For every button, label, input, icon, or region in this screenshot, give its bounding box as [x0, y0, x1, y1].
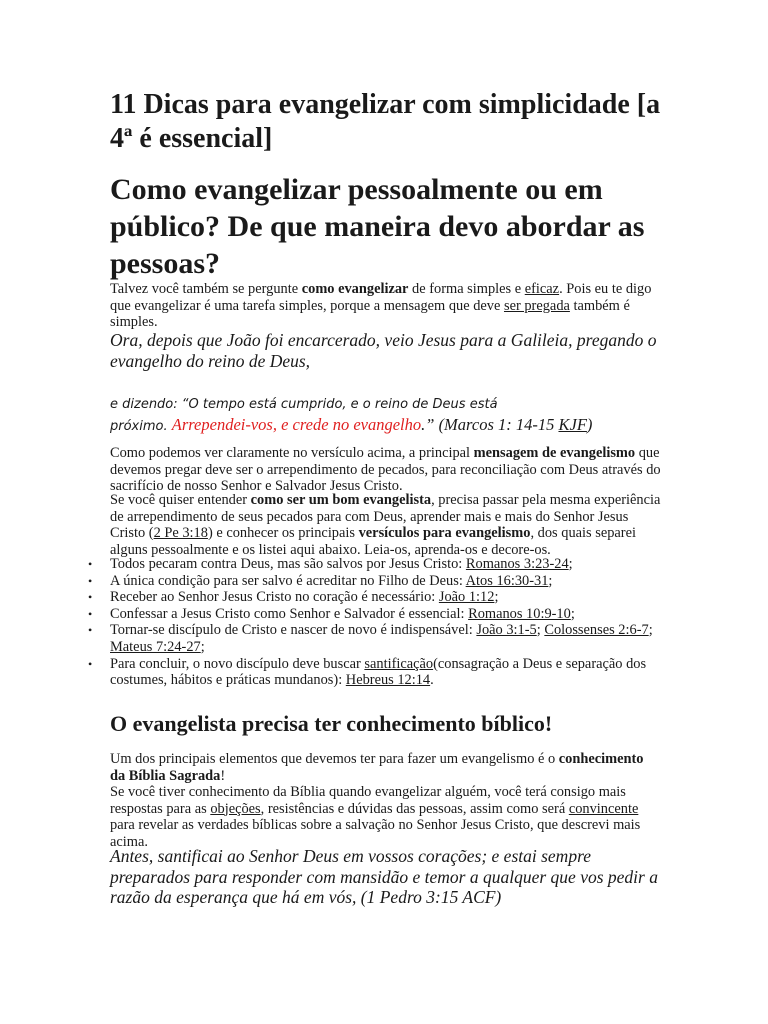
list-item-punct: ;	[200, 638, 205, 655]
objecoes-link[interactable]: objeções	[210, 800, 261, 817]
paragraph-5	[110, 784, 662, 850]
intro-underline: ser pregada	[503, 297, 570, 314]
para-text: , precisa passar pela mesma experiência de arrependimento de seus pecados para com Deus, aprender mais e mais do Senhor Jesus Cristo (	[110, 492, 661, 542]
paragraph-4	[110, 751, 662, 784]
bullet-icon: •	[88, 590, 93, 605]
para-text: , dos quais separei alguns pessoalmente e os listei aqui abaixo. Leia-os, aprenda-os e decore-os.	[110, 525, 636, 558]
para-bold: conhecimento da Bíblia Sagrada	[110, 751, 644, 784]
bullet-icon: •	[88, 557, 93, 571]
quote-block-2	[110, 394, 662, 437]
para-text: !	[220, 767, 226, 784]
verse-link[interactable]: João 1:12	[438, 589, 495, 606]
para-text: que devemos pregar deve ser o arrependimento de pecados, para reconciliação com Deus através do sacrifício de nosso Senhor e Salvador Jesus Cristo.	[110, 445, 661, 495]
list-item-punct: ;	[570, 605, 575, 622]
quote-reference: .” (Marcos 1: 14-15	[421, 415, 559, 434]
intro-text: Talvez você também se pergunte	[110, 281, 302, 297]
intro-underline: eficaz	[524, 281, 560, 297]
intro-text: . Pois eu te digo que evangelizar é uma tarefa simples, porque a mensagem que deve	[110, 281, 652, 314]
para-text: Um dos principais elementos que devemos ter para fazer um evangelismo é o	[110, 751, 559, 767]
paragraph-3	[110, 492, 662, 558]
bullet-icon: •	[88, 656, 93, 671]
list-item-punct: ;	[568, 556, 573, 572]
bullet-icon: •	[88, 573, 93, 588]
list-item-text: A única condição para ser salvo é acreditar no Filho de Deus:	[110, 572, 466, 589]
quote-red-text: Arrependei-vos, e crede no evangelho	[171, 415, 422, 434]
verse-link[interactable]: Hebreus 12:14	[345, 672, 431, 689]
section-heading: O evangelista precisa ter conhecimento bíblico!	[110, 711, 553, 736]
quote-line: próximo.	[110, 419, 172, 434]
list-item-punct: ;	[536, 622, 545, 639]
list-item-punct: .	[430, 672, 434, 689]
intro-bold: como evangelizar	[301, 281, 409, 297]
verse-link[interactable]: Romanos 10:9-10	[468, 605, 571, 622]
para-text: para revelar as verdades bíblicas sobre a salvação no Senhor Jesus Cristo, que descrevi mais acima.	[110, 817, 641, 850]
quote-block-3: Antes, santificai ao Senhor Deus em vossos corações; e estai sempre preparados para responder com mansidão e temor a qualquer que vos pedir a razão da esperança que há em vós, (1 Pedro 3:15 ACF)	[110, 846, 658, 907]
list-item-text: Tornar-se discípulo de Cristo e nascer de novo é indispensável:	[110, 622, 477, 639]
list-item	[88, 556, 662, 573]
bullet-icon: •	[88, 606, 93, 621]
para-text: Como podemos ver claramente no versículo acima, a principal	[110, 445, 474, 461]
quote-reference: )	[586, 415, 593, 434]
para-text: ) e conhecer os principais	[207, 525, 359, 542]
para-text: Se você quiser entender	[110, 492, 251, 508]
intro-text: também é simples.	[110, 297, 630, 331]
para-bold: mensagem de evangelismo	[473, 445, 636, 461]
santificacao-link[interactable]: santificação	[364, 655, 434, 672]
list-item	[88, 622, 662, 655]
verse-link[interactable]: Colossenses 2:6-7	[544, 622, 649, 639]
list-item-text: Para concluir, o novo discípulo deve buscar	[110, 655, 365, 672]
list-item-punct: ;	[548, 572, 553, 589]
quote-block-1: Ora, depois que João foi encarcerado, veio Jesus para a Galileia, pregando o evangelho do reino de Deus,	[110, 330, 657, 371]
para-text: , resistências e dúvidas das pessoas, assim como será	[260, 800, 569, 817]
para-bold: como ser um bom evangelista	[250, 492, 432, 508]
verse-link[interactable]: Mateus 7:24-27	[110, 638, 201, 655]
verse-link[interactable]: João 3:1-5	[476, 622, 537, 639]
para-text: Se você tiver conhecimento da Bíblia quando evangelizar alguém, você terá consigo mais respostas para as	[110, 784, 626, 817]
quote-line: e dizendo: “O tempo está cumprido, e o reino de Deus está	[110, 397, 498, 412]
page-subtitle: Como evangelizar pessoalmente ou em público? De que maneira devo abordar as pessoas?	[110, 173, 645, 280]
kjf-link[interactable]: KJF	[558, 415, 587, 434]
list-item	[88, 572, 662, 590]
verse-link[interactable]: 2 Pe 3:18	[153, 525, 208, 542]
bullet-icon: •	[88, 623, 93, 638]
list-item-text: Todos pecaram contra Deus, mas são salvos por Jesus Cristo:	[110, 556, 466, 572]
list-item	[88, 605, 662, 623]
convincente-link[interactable]: convincente	[568, 800, 639, 817]
list-item-text: Receber ao Senhor Jesus Cristo no coração é necessário:	[110, 589, 439, 606]
verse-link[interactable]: Atos 16:30-31	[465, 572, 549, 589]
verse-list	[88, 556, 662, 689]
page-title: 11 Dicas para evangelizar com simplicidade [a 4ª é essencial]	[110, 89, 661, 154]
paragraph-2	[110, 445, 662, 495]
list-item	[88, 655, 662, 689]
intro-paragraph	[110, 281, 662, 331]
list-item-text: (consagração a Deus e separação dos costumes, hábitos e práticas mundanos):	[110, 655, 647, 689]
para-bold: versículos para evangelismo	[358, 525, 531, 542]
verse-link[interactable]: Romanos 3:23-24	[465, 556, 569, 572]
list-item-punct: ;	[494, 589, 499, 606]
list-item	[88, 589, 662, 606]
intro-text: de forma simples e	[408, 281, 525, 297]
list-item-text: Confessar a Jesus Cristo como Senhor e Salvador é essencial:	[110, 605, 469, 622]
list-item-punct: ;	[648, 622, 653, 639]
